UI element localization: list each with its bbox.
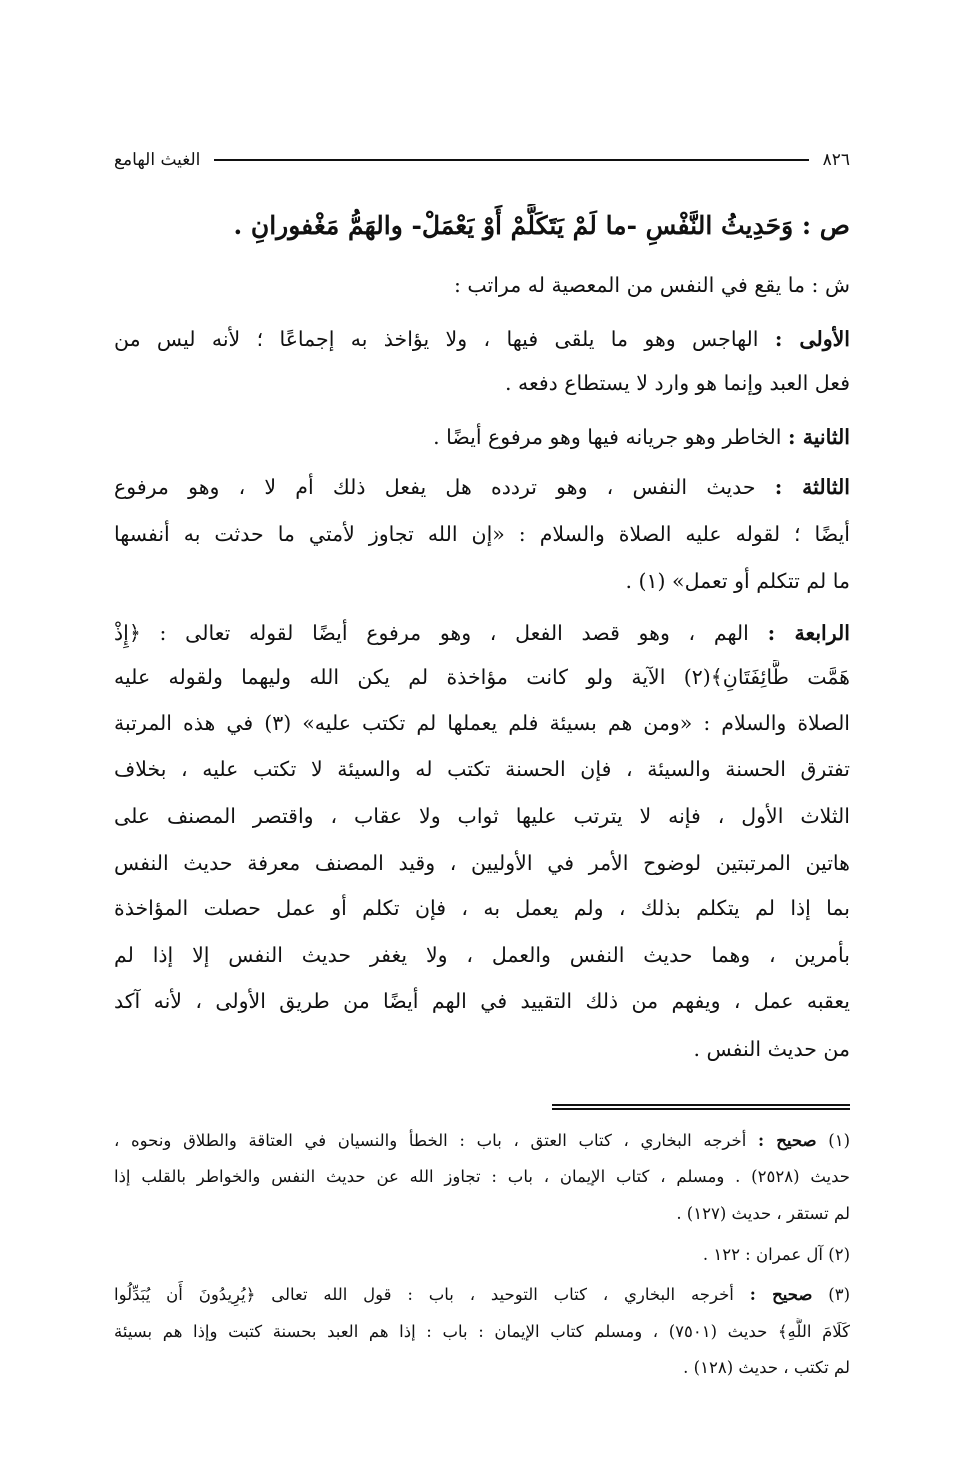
book-title: الغيث الهامع — [114, 150, 201, 170]
footnote-1-line-1 — [114, 1127, 850, 1155]
paragraph-fourth-line-9: يعقبه عمل ، ويفهم من ذلك التقييد في الهم أيضًا من طريق الأولى ، لأنه آكد — [114, 989, 850, 1013]
footnote-3-number: (٣) — [828, 1285, 850, 1304]
footnote-1-grade: صحيح : — [758, 1131, 817, 1150]
paragraph-fourth-line-10: من حديث النفس . — [693, 1037, 850, 1061]
paragraph-fourth-line-7: بما إذا لم يتكلم بذلك ، ولم يعمل به ، فإن تكلم أو عمل حصلت المؤاخذة — [114, 896, 850, 920]
fourth-text-1: الهم ، وهو قصد الفعل ، وهو مرفوع أيضًا لقوله تعالى : ﴿إِذْ — [114, 621, 749, 645]
first-label: الأولى : — [774, 327, 850, 351]
fourth-label: الرابعة : — [767, 621, 850, 645]
sharh-intro: ش : ما يقع في النفس من المعصية له مراتب : — [453, 273, 850, 297]
paragraph-fourth-line-6: هاتين المرتبتين لوضوح الأمر في الأوليين ، وقيد المصنف معرفة حديث النفس — [114, 851, 850, 875]
footnote-1-number: (١) — [828, 1131, 850, 1150]
footnote-separator — [552, 1104, 850, 1110]
paragraph-second-line-1 — [114, 420, 850, 454]
page-number: ٨٢٦ — [822, 150, 850, 170]
third-text-1: حديث النفس ، وهو تردده هل يفعل ذلك أم لا ، وهو مرفوع — [114, 475, 756, 499]
footnote-3-line-3: لم تكتب ، حديث (١٢٨) . — [683, 1358, 850, 1377]
paragraph-third-line-2: أيضًا ؛ لقوله عليه الصلاة والسلام : «إن الله تجاوز لأمتي ما حدثت به أنفسها — [114, 522, 850, 546]
paragraph-fourth-line-3: الصلاة والسلام : «ومن هم بسيئة فلم يعملها لم تكتب عليه» (٣) في هذه المرتبة — [114, 711, 850, 735]
footnote-1-line-3: لم تستقر ، حديث (١٢٧) . — [676, 1204, 850, 1223]
footnote-3-text-1: أخرجه البخاري ، كتاب التوحيد ، باب : قول الله تعالى ﴿يُرِيدُونَ أَن يُبَدِّلُوا — [114, 1285, 734, 1304]
footnote-1-line-2: حديث (٢٥٢٨) . ومسلم ، كتاب الإيمان ، باب : تجاوز الله عن حديث النفس والخواطر بالقلب إذا — [114, 1167, 850, 1186]
paragraph-fourth-line-1 — [114, 616, 850, 650]
second-text-1: الخاطر وهو جريانه فيها وهو مرفوع أيضًا . — [433, 425, 782, 449]
paragraph-fourth-line-2: هَمَّت طَّائِفَتَانِ﴾(٢) الآية ولو كانت مؤاخذة لم يكن الله وليهما ولقوله عليه — [114, 665, 850, 689]
footnote-3-line-2: كَلَامَ اللَّهِ﴾ حديث (٧٥٠١) ، ومسلم كتاب الإيمان : باب : إذا هم العبد بحسنة كتبت وإذا هم بسيئة — [114, 1322, 850, 1341]
footnote-1-text-1: أخرجه البخاري ، كتاب العتق ، باب : الخطأ والنسيان في العتاقة والطلاق ونحوه ، — [114, 1131, 747, 1150]
footnote-3-line-1 — [114, 1281, 850, 1309]
paragraph-fourth-line-8: بأمرين ، وهما حديث النفس والعمل ، ولا يغفر حديث النفس إلا إذا لم — [114, 943, 850, 967]
paragraph-first-line-2: فعل العبد وإنما هو وارد لا يستطاع دفعه . — [504, 371, 850, 395]
footnote-2-line-1: (٢) آل عمران : ١٢٢ . — [702, 1245, 850, 1264]
paragraph-first-line-1 — [114, 322, 850, 356]
second-label: الثانية : — [788, 425, 850, 449]
third-label: الثالثة : — [774, 475, 850, 499]
book-page — [114, 0, 850, 1478]
paragraph-fourth-line-4: تفترق الحسنة والسيئة ، فإن الحسنة تكتب له والسيئة لا تكتب عليه ، بخلاف — [114, 757, 850, 781]
matn-text: ص : وَحَدِيثُ النَّفْسِ -ما لَمْ يَتَكَلَّمْ أَوْ يَعْمَلْ- والهَمُّ مَغْفورانِ . — [233, 211, 850, 240]
running-header — [114, 145, 850, 175]
first-text-1: الهاجس وهو ما يلقى فيها ، ولا يؤاخذ به إجماعًا ؛ لأنه ليس من — [114, 327, 759, 351]
paragraph-fourth-line-5: الثلاث الأول ، فإنه لا يترتب عليها ثواب ولا عقاب ، واقتصر المصنف على — [114, 804, 850, 828]
footnote-3-grade: صحيح : — [749, 1285, 813, 1304]
header-rule — [214, 159, 808, 161]
paragraph-third-line-3: ما لم تتكلم أو تعمل» (١) . — [625, 569, 850, 593]
paragraph-third-line-1 — [114, 470, 850, 504]
